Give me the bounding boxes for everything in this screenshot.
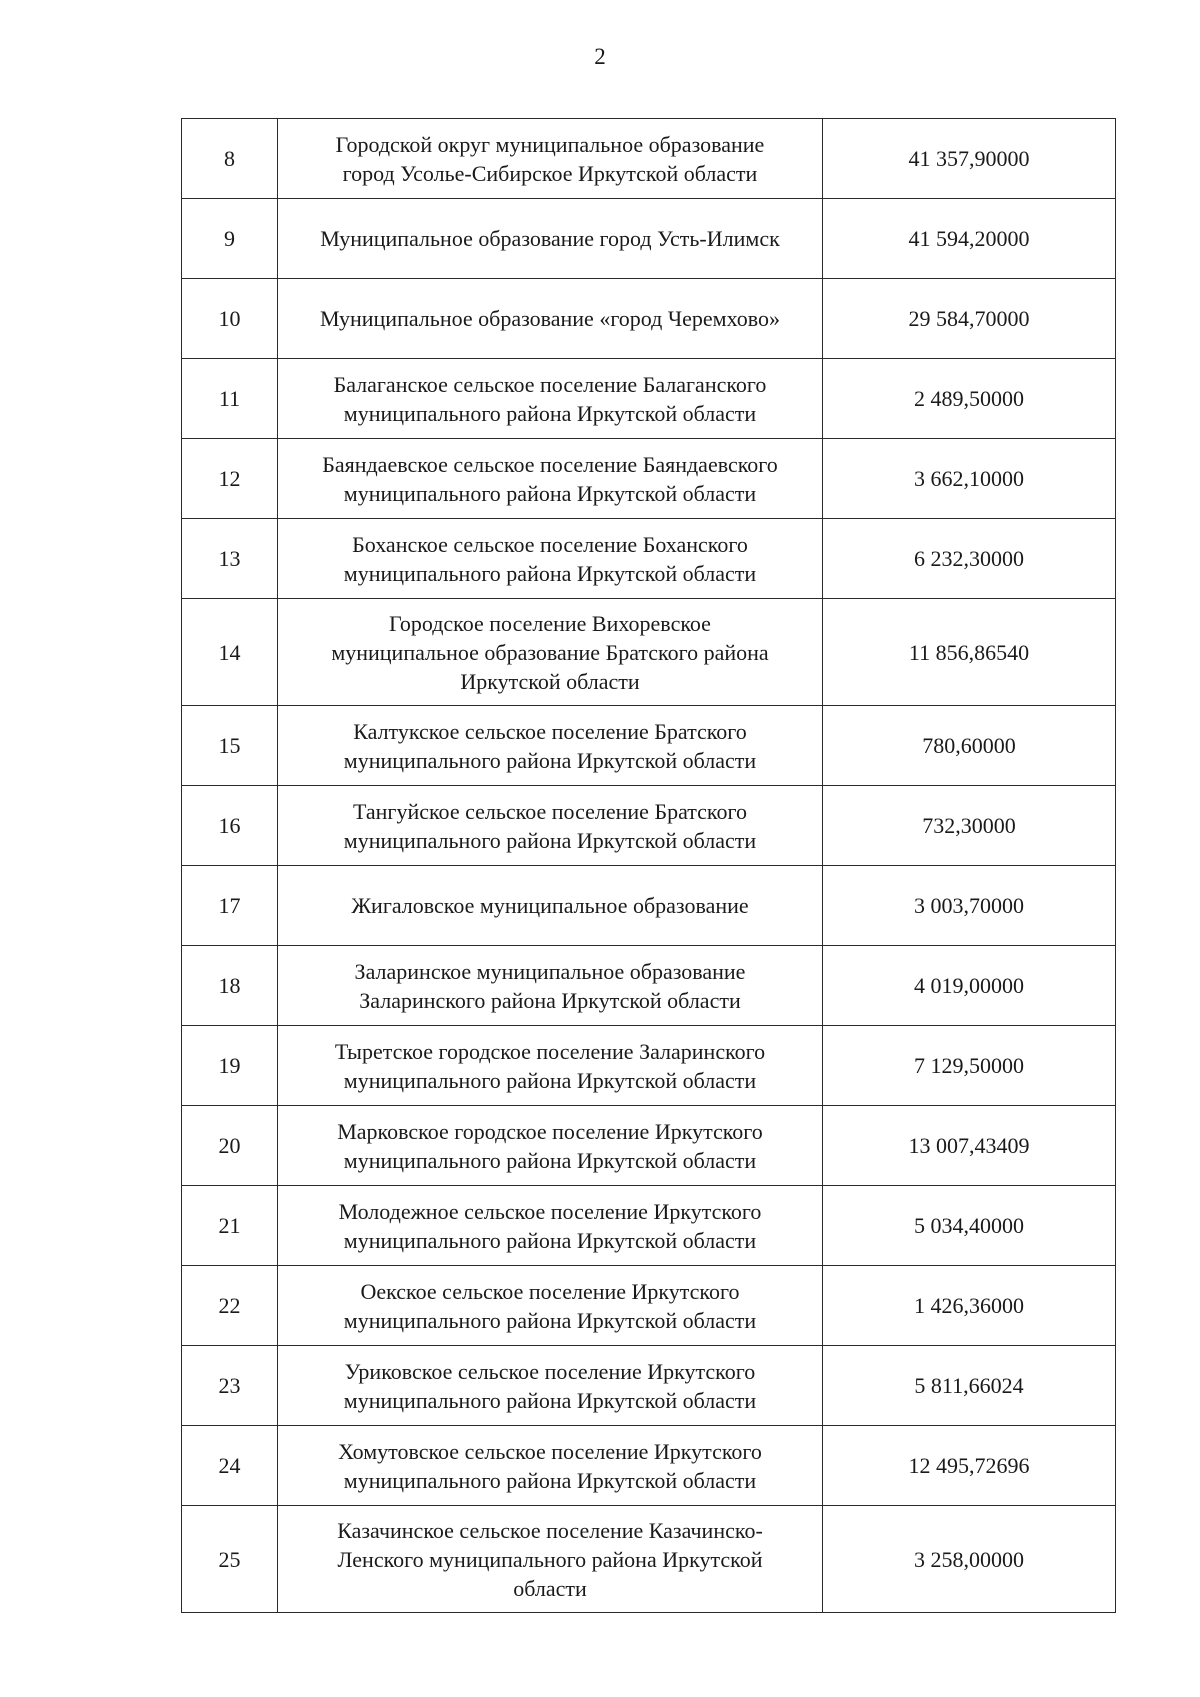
table-row [182,1426,1116,1506]
amount-value: 7 129,50000 [823,1026,1116,1106]
row-number: 16 [182,786,278,866]
page-number: 2 [594,44,606,69]
municipality-name: Марковское городское поселение Иркутского муниципального района Иркутской области [278,1106,823,1186]
amount-value: 2 489,50000 [823,359,1116,439]
table-row [182,599,1116,706]
municipality-name: Жигаловское муниципальное образование [278,866,823,946]
row-number: 23 [182,1346,278,1426]
row-number: 8 [182,119,278,199]
municipality-name: Муниципальное образование город Усть-Илимск [278,199,823,279]
amount-value: 12 495,72696 [823,1426,1116,1506]
table-row [182,1506,1116,1613]
amount-value: 1 426,36000 [823,1266,1116,1346]
table-row [182,786,1116,866]
amount-value: 6 232,30000 [823,519,1116,599]
row-number: 9 [182,199,278,279]
municipality-name: Баяндаевское сельское поселение Баяндаевского муниципального района Иркутской области [278,439,823,519]
row-number: 14 [182,599,278,706]
amount-value: 5 034,40000 [823,1186,1116,1266]
row-number: 11 [182,359,278,439]
municipality-name: Уриковское сельское поселение Иркутского муниципального района Иркутской области [278,1346,823,1426]
municipality-name: Казачинское сельское поселение Казачинско- Ленского муниципального района Иркутской области [278,1506,823,1613]
table-row [182,1106,1116,1186]
amount-value: 11 856,86540 [823,599,1116,706]
row-number: 19 [182,1026,278,1106]
row-number: 24 [182,1426,278,1506]
row-number: 25 [182,1506,278,1613]
municipality-name: Хомутовское сельское поселение Иркутского муниципального района Иркутской области [278,1426,823,1506]
municipality-name: Городской округ муниципальное образование город Усолье-Сибирское Иркутской области [278,119,823,199]
amount-value: 13 007,43409 [823,1106,1116,1186]
amount-value: 29 584,70000 [823,279,1116,359]
amount-value: 4 019,00000 [823,946,1116,1026]
municipality-name: Калтукское сельское поселение Братского муниципального района Иркутской области [278,706,823,786]
municipality-name: Городское поселение Вихоревское муниципальное образование Братского района Иркутской области [278,599,823,706]
row-number: 17 [182,866,278,946]
amount-value: 780,60000 [823,706,1116,786]
municipality-name: Тыретское городское поселение Заларинского муниципального района Иркутской области [278,1026,823,1106]
municipality-name: Заларинское муниципальное образование Заларинского района Иркутской области [278,946,823,1026]
amount-value: 41 357,90000 [823,119,1116,199]
table-row [182,866,1116,946]
table-row [182,279,1116,359]
table-row [182,519,1116,599]
amount-value: 41 594,20000 [823,199,1116,279]
table-row [182,119,1116,199]
table-row [182,1346,1116,1426]
row-number: 21 [182,1186,278,1266]
row-number: 12 [182,439,278,519]
amount-value: 3 003,70000 [823,866,1116,946]
table-row [182,439,1116,519]
row-number: 22 [182,1266,278,1346]
row-number: 15 [182,706,278,786]
table-row [182,706,1116,786]
municipality-name: Оекское сельское поселение Иркутского муниципального района Иркутской области [278,1266,823,1346]
table-row [182,1266,1116,1346]
row-number: 13 [182,519,278,599]
amount-value: 5 811,66024 [823,1346,1116,1426]
row-number: 18 [182,946,278,1026]
municipality-name: Молодежное сельское поселение Иркутского муниципального района Иркутской области [278,1186,823,1266]
row-number: 20 [182,1106,278,1186]
amount-value: 732,30000 [823,786,1116,866]
row-number: 10 [182,279,278,359]
allocation-table [181,118,1116,1613]
table-row [182,199,1116,279]
table-row [182,1026,1116,1106]
municipality-name: Тангуйское сельское поселение Братского муниципального района Иркутской области [278,786,823,866]
municipality-name: Муниципальное образование «город Черемхово» [278,279,823,359]
amount-value: 3 258,00000 [823,1506,1116,1613]
table-row [182,946,1116,1026]
municipality-name: Боханское сельское поселение Боханского муниципального района Иркутской области [278,519,823,599]
amount-value: 3 662,10000 [823,439,1116,519]
table-row [182,359,1116,439]
municipality-name: Балаганское сельское поселение Балаганского муниципального района Иркутской области [278,359,823,439]
table-row [182,1186,1116,1266]
